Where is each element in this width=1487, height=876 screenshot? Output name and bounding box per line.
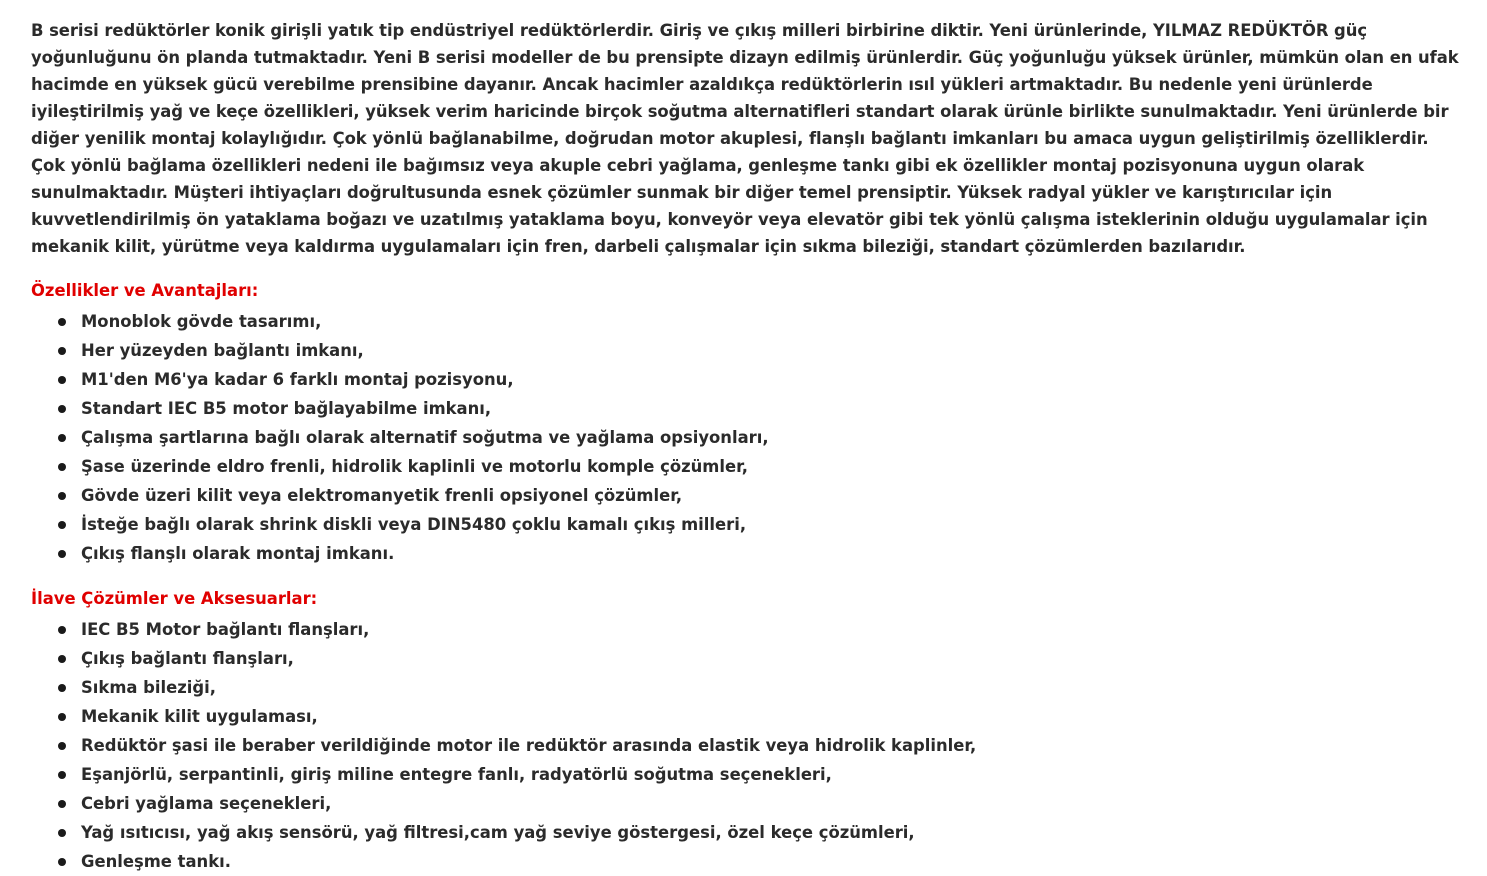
bullet-icon <box>58 347 66 355</box>
list-item-label: Her yüzeyden bağlantı imkanı, <box>81 341 364 360</box>
list-item <box>31 336 1459 365</box>
list-item-label: IEC B5 Motor bağlantı flanşları, <box>81 620 370 639</box>
list-item <box>31 731 1459 760</box>
bullet-icon <box>58 829 66 837</box>
bullet-icon <box>58 626 66 634</box>
bullet-icon <box>58 318 66 326</box>
list-item-label: Eşanjörlü, serpantinli, giriş miline entegre fanlı, radyatörlü soğutma seçenekleri, <box>81 765 832 784</box>
list-item <box>31 818 1459 847</box>
list-item-label: Standart IEC B5 motor bağlayabilme imkanı, <box>81 399 492 418</box>
bullet-icon <box>58 858 66 866</box>
list-item-label: Monoblok gövde tasarımı, <box>81 312 322 331</box>
list-item-label: Mekanik kilit uygulaması, <box>81 707 318 726</box>
intro-paragraph: B serisi redüktörler konik girişli yatık tip endüstriyel redüktörlerdir. Giriş ve çıkış milleri birbirine diktir. Yeni ürünlerinde, YILMAZ REDÜKTÖR güç yoğunluğunu ön planda tutmaktadır. Yeni B serisi modeller de bu prensipte dizayn edilmiş ürünlerdir. Güç yoğunluğu yüksek ürünler, mümkün olan en ufak hacimde en yüksek gücü verebilme prensibine dayanır. Ancak hacimler azaldıkça redüktörlerin ısıl yükleri artmaktadır. Bu nedenle yeni ürünlerde iyileştirilmiş yağ ve keçe özellikleri, yüksek verim haricinde birçok soğutma alternatifleri standart olarak ürünle birlikte sunulmaktadır. Yeni ürünlerde bir diğer yenilik montaj kolaylığıdır. Çok yönlü bağlanabilme, doğrudan motor akuplesi, flanşlı bağlantı imkanları bu amaca uygun geliştirilmiş özelliklerdir. Çok yönlü bağlama özellikleri nedeni ile bağımsız veya akuple cebri yağlama, genleşme tankı gibi ek özellikler montaj pozisyonuna uygun olarak sunulmaktadır. Müşteri ihtiyaçları doğrultusunda esnek çözümler sunmak bir diğer temel prensiptir. Yüksek radyal yükler ve karıştırıcılar için kuvvetlendirilmiş ön yataklama boğazı ve uzatılmış yataklama boyu, konveyör veya elevatör gibi tek yönlü çalışma isteklerinin olduğu uygulamalar için mekanik kilit, yürütme veya kaldırma uygulamaları için fren, darbeli çalışmalar için sıkma bileziği, standart çözümlerden bazılarıdır. <box>31 21 1459 256</box>
list-item <box>31 510 1459 539</box>
list-item <box>31 789 1459 818</box>
bullet-icon <box>58 713 66 721</box>
list-item <box>31 702 1459 731</box>
bullet-icon <box>58 684 66 692</box>
bullet-icon <box>58 655 66 663</box>
bullet-icon <box>58 463 66 471</box>
list-item <box>31 481 1459 510</box>
list-item <box>31 307 1459 336</box>
bullet-icon <box>58 405 66 413</box>
accessories-heading: İlave Çözümler ve Aksesuarlar: <box>31 589 318 608</box>
accessories-list <box>31 615 1459 876</box>
list-item-label: Sıkma bileziği, <box>81 678 216 697</box>
bullet-icon <box>58 492 66 500</box>
list-item <box>31 539 1459 568</box>
list-item-label: Redüktör şasi ile beraber verildiğinde motor ile redüktör arasında elastik veya hidrolik kaplinler, <box>81 736 977 755</box>
bullet-icon <box>58 550 66 558</box>
list-item-label: Yağ ısıtıcısı, yağ akış sensörü, yağ filtresi,cam yağ seviye göstergesi, özel keçe çözümleri, <box>81 823 915 842</box>
list-item <box>31 423 1459 452</box>
list-item-label: Şase üzerinde eldro frenli, hidrolik kaplinli ve motorlu komple çözümler, <box>81 457 749 476</box>
list-item-label: Gövde üzeri kilit veya elektromanyetik frenli opsiyonel çözümler, <box>81 486 683 505</box>
list-item-label: Genleşme tankı. <box>81 852 231 871</box>
list-item <box>31 847 1459 876</box>
list-item <box>31 760 1459 789</box>
list-item-label: Çıkış bağlantı flanşları, <box>81 649 294 668</box>
bullet-icon <box>58 771 66 779</box>
bullet-icon <box>58 521 66 529</box>
bullet-icon <box>58 376 66 384</box>
bullet-icon <box>58 742 66 750</box>
list-item-label: Cebri yağlama seçenekleri, <box>81 794 332 813</box>
bullet-icon <box>58 434 66 442</box>
list-item-label: M1'den M6'ya kadar 6 farklı montaj pozisyonu, <box>81 370 514 389</box>
features-list <box>31 307 1459 568</box>
list-item <box>31 615 1459 644</box>
list-item <box>31 673 1459 702</box>
list-item <box>31 365 1459 394</box>
features-heading: Özellikler ve Avantajları: <box>31 281 259 300</box>
list-item <box>31 644 1459 673</box>
list-item-label: İsteğe bağlı olarak shrink diskli veya DIN5480 çoklu kamalı çıkış milleri, <box>81 515 747 534</box>
list-item <box>31 394 1459 423</box>
bullet-icon <box>58 800 66 808</box>
list-item-label: Çıkış flanşlı olarak montaj imkanı. <box>81 544 395 563</box>
list-item <box>31 452 1459 481</box>
list-item-label: Çalışma şartlarına bağlı olarak alternatif soğutma ve yağlama opsiyonları, <box>81 428 769 447</box>
